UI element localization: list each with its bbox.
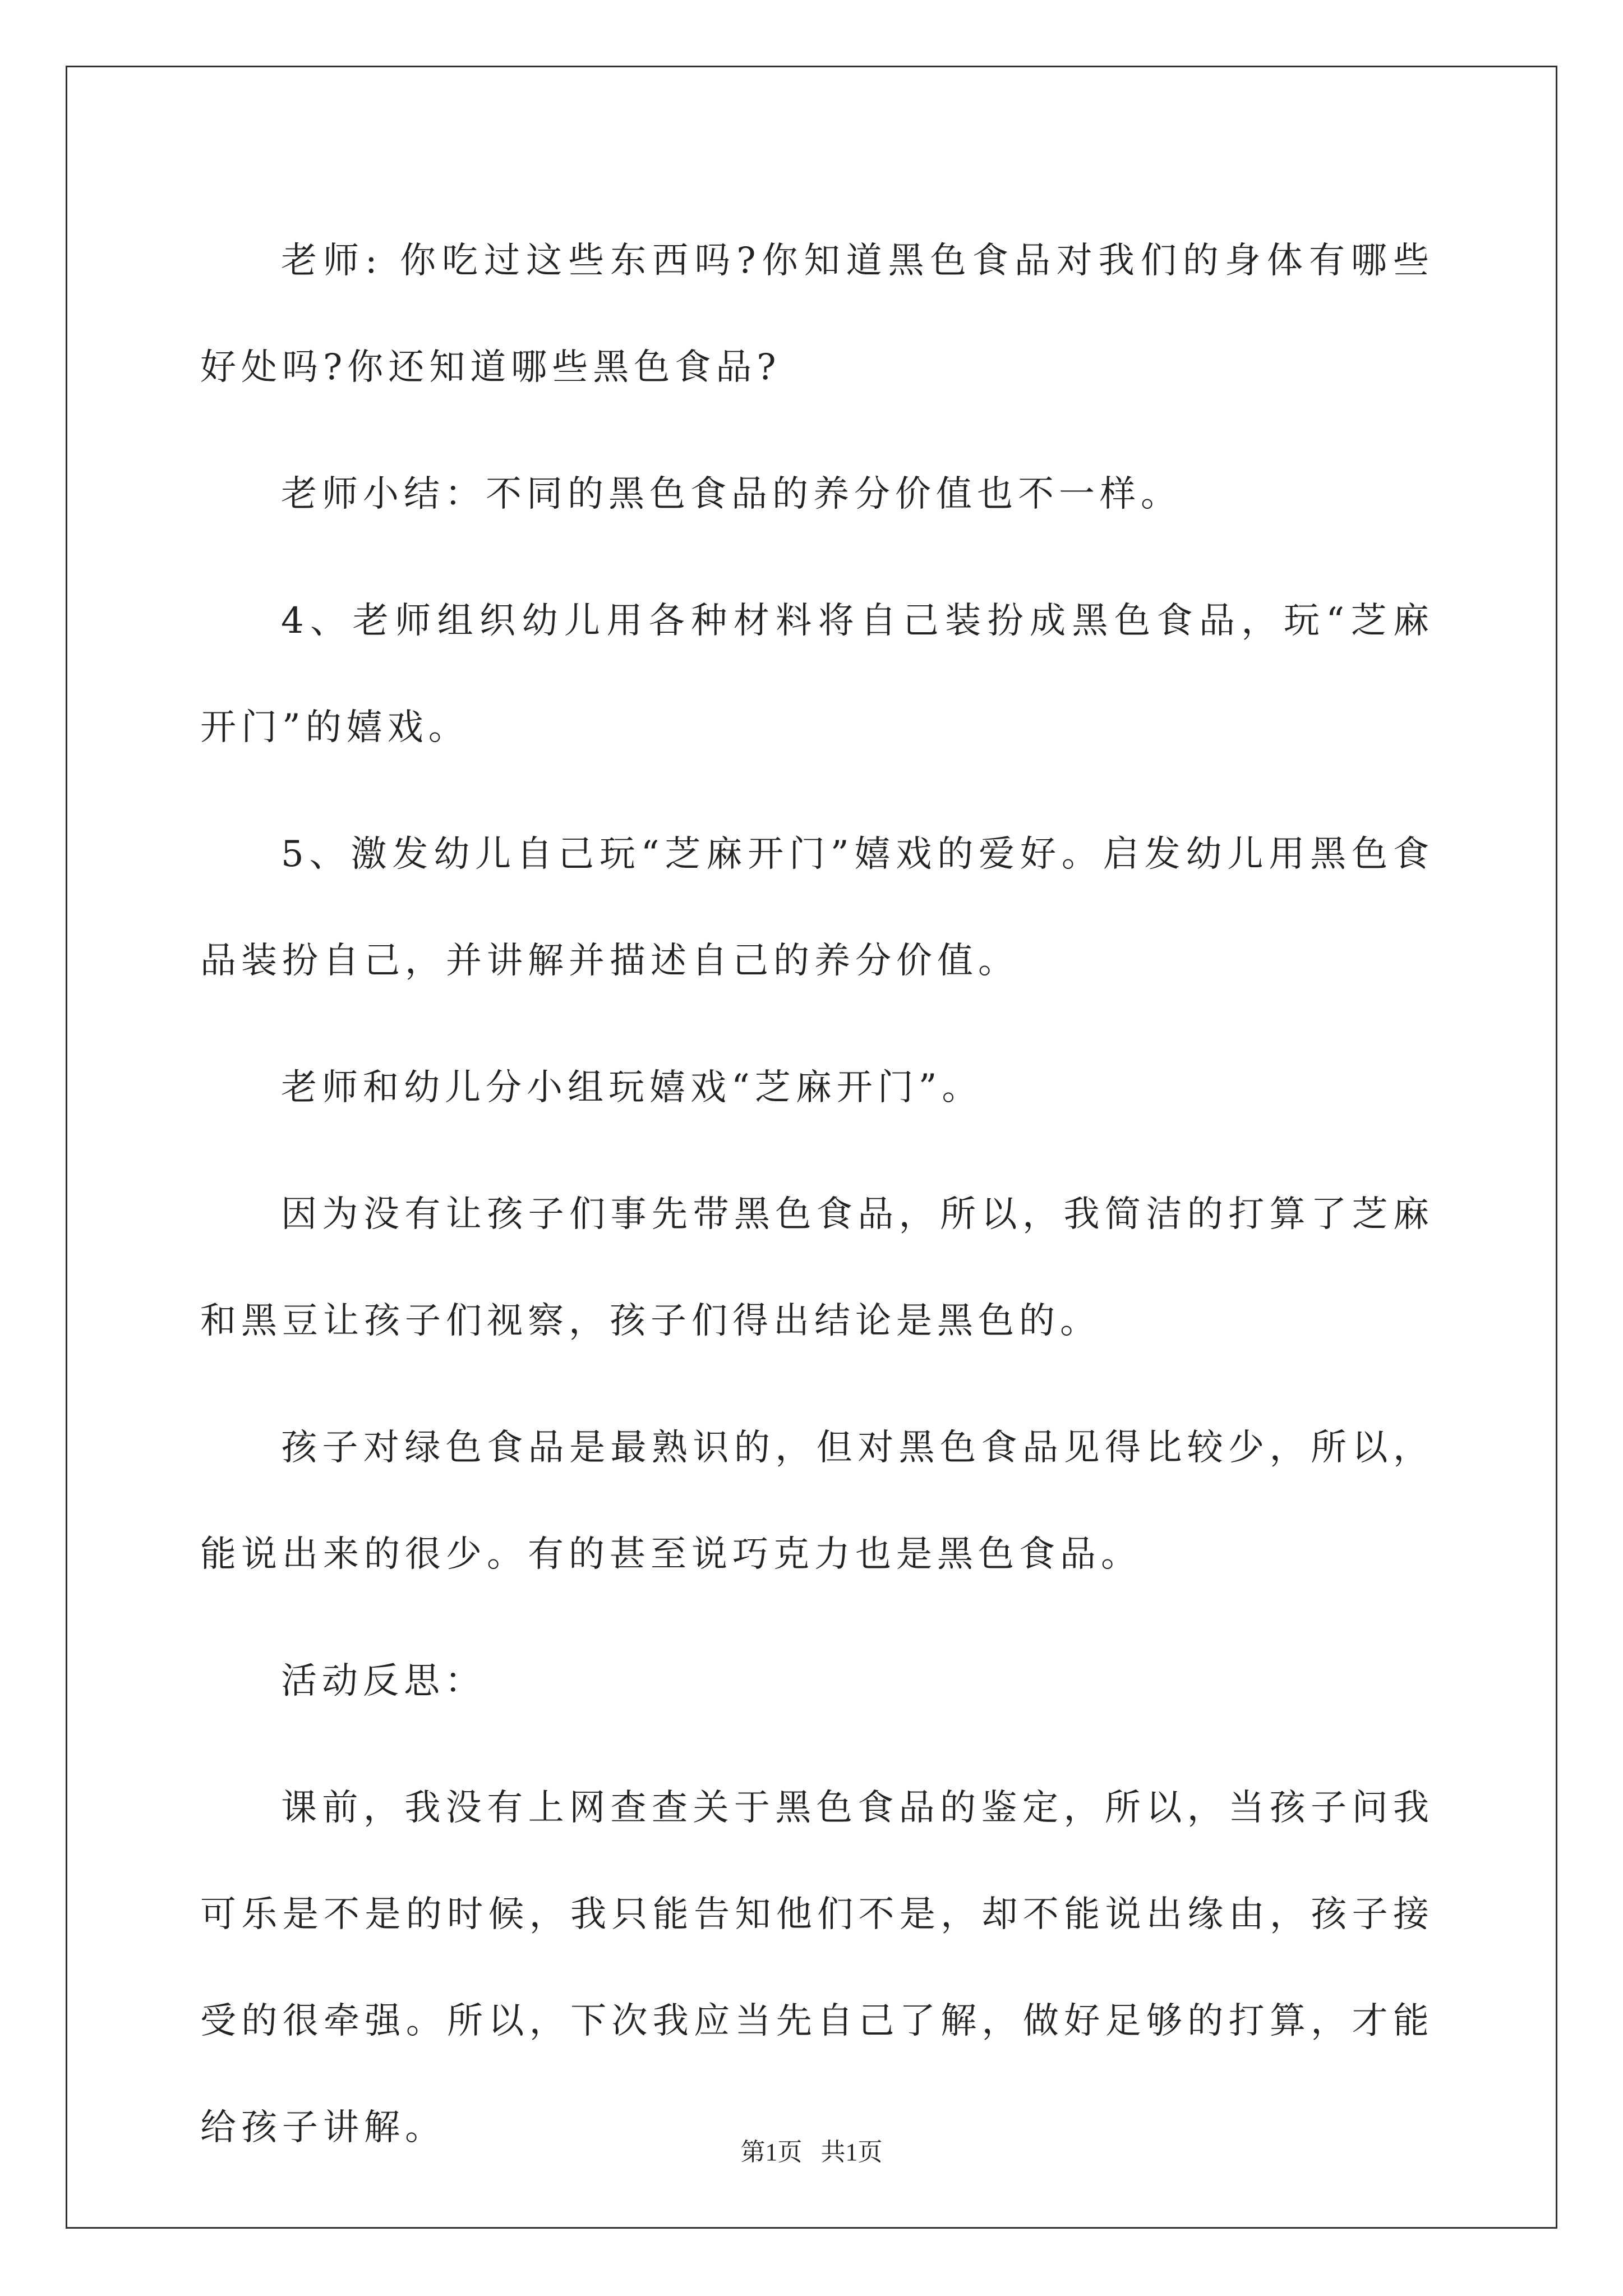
page-number-footer: 第1页 共1页 <box>740 2138 883 2166</box>
paragraph: 4、老师组织幼儿用各种材料将自己装扮成黑色食品，玩“芝麻开门”的嬉戏。 <box>200 600 1434 748</box>
section-heading: 活动反思： <box>281 1660 486 1702</box>
document-body <box>200 208 1434 2201</box>
paragraph: 老师: 你吃过这些东西吗?你知道黑色食品对我们的身体有哪些好处吗?你还知道哪些黑色食品? <box>200 240 1434 388</box>
paragraph: 老师和幼儿分小组玩嬉戏“芝麻开门”。 <box>281 1067 983 1108</box>
paragraph: 孩子对绿色食品是最熟识的，但对黑色食品见得比较少，所以，能说出来的很少。有的甚至说巧克力也是黑色食品。 <box>200 1427 1434 1575</box>
paragraph: 老师小结：不同的黑色食品的养分价值也不一样。 <box>281 473 1182 515</box>
paragraph: 因为没有让孩子们事先带黑色食品，所以，我简洁的打算了芝麻和黑豆让孩子们视察，孩子们得出结论是黑色的。 <box>200 1194 1434 1342</box>
paragraph: 5、激发幼儿自己玩“芝麻开门”嬉戏的爱好。启发幼儿用黑色食品装扮自己，并讲解并描述自己的养分价值。 <box>200 834 1434 982</box>
paragraph: 课前，我没有上网查查关于黑色食品的鉴定，所以，当孩子问我可乐是不是的时候，我只能告知他们不是，却不能说出缘由，孩子接受的很牵强。所以，下次我应当先自己了解，做好足够的打算，才能给孩子讲解。 <box>200 1787 1434 2148</box>
